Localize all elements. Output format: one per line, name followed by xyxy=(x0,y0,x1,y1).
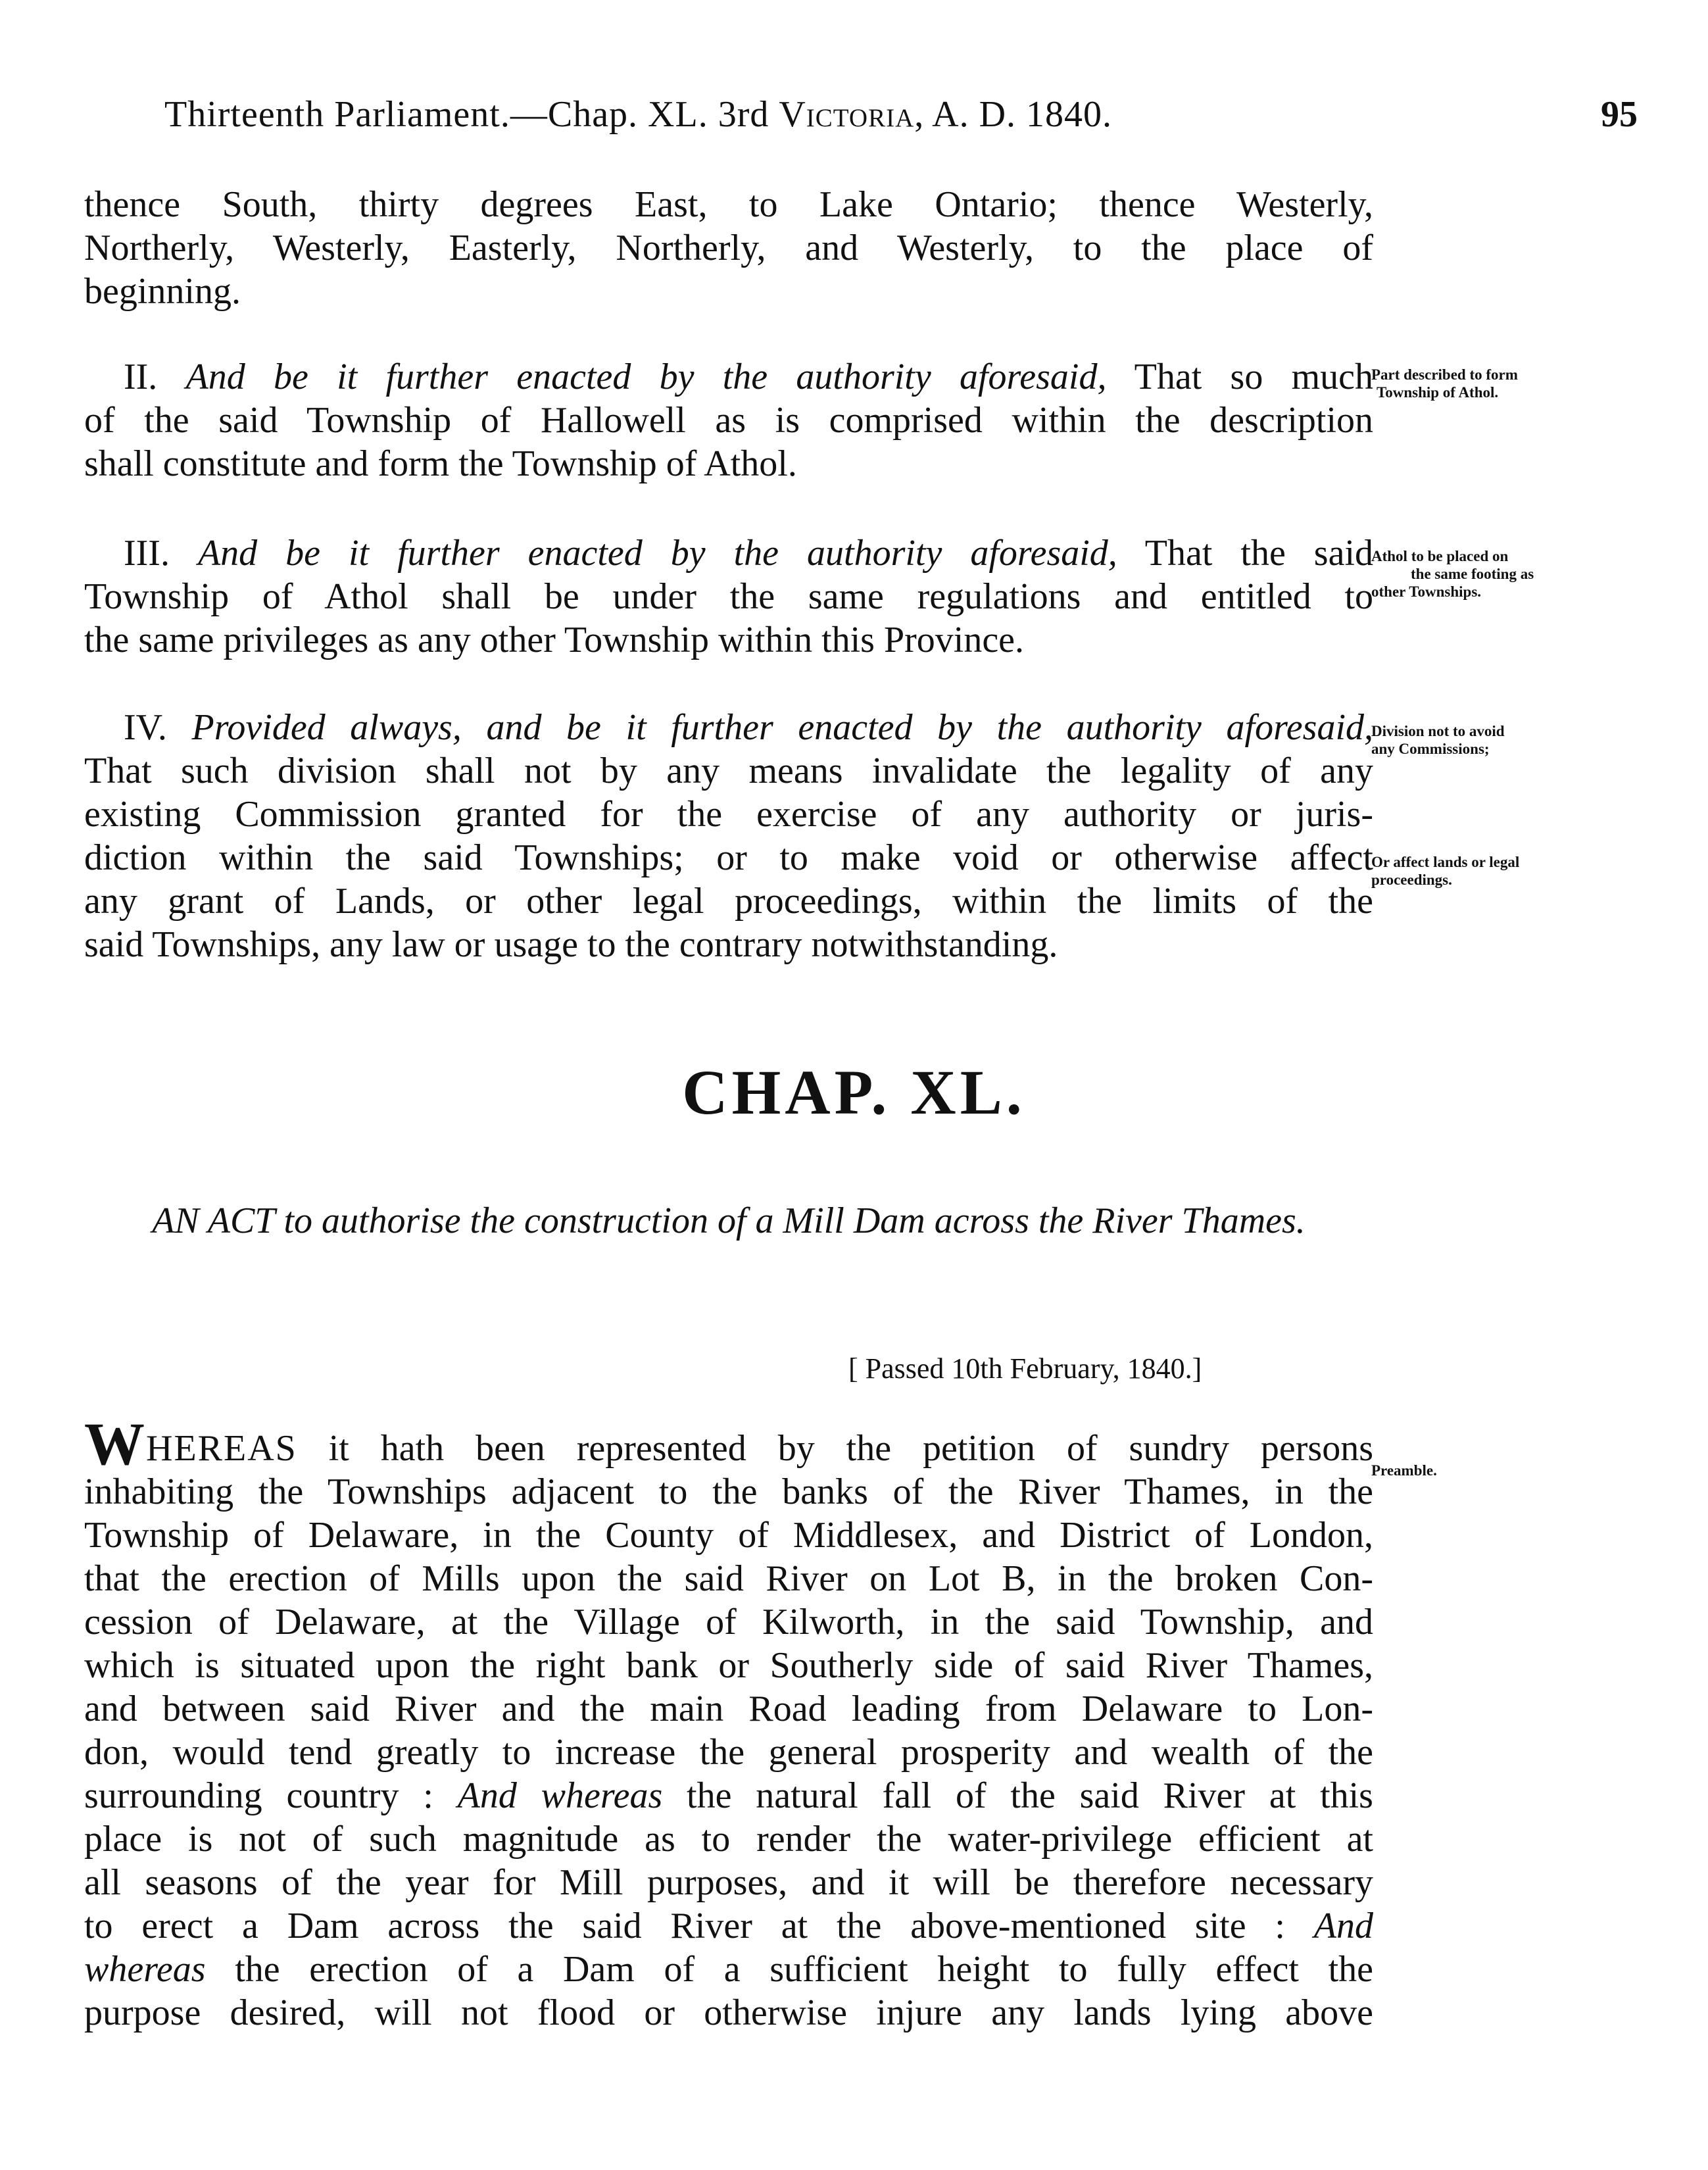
text-line: thence South, thirty degrees East, to Lake Ontario; thence Westerly, xyxy=(84,184,1373,225)
text-line: That such division shall not by any means invalidate the legality of any xyxy=(84,751,1373,791)
text-line: Township of Delaware, in the County of Middlesex, and District of London, xyxy=(84,1515,1373,1556)
text-line: the same privileges as any other Township within this Province. xyxy=(84,620,1025,660)
section-number: IV. xyxy=(124,707,167,748)
text-fragment: That so much xyxy=(1106,357,1374,397)
text-fragment: the natural fall of the said River at this xyxy=(662,1775,1373,1816)
section-iv xyxy=(84,706,1373,966)
header-title-text: Thirteenth Parliament.—Chap. XL. 3rd xyxy=(164,94,779,135)
text-line: any grant of Lands, or other legal proceedings, within the limits of the xyxy=(84,881,1373,922)
section-iii xyxy=(84,531,1373,662)
margin-note-line: any Commissions; xyxy=(1371,741,1490,757)
page-number: 95 xyxy=(1601,94,1638,135)
text-line xyxy=(84,531,1373,575)
margin-note-preamble: Preamble. xyxy=(1371,1462,1437,1479)
text-line: shall constitute and form the Township of Athol. xyxy=(84,443,797,484)
text-line xyxy=(84,706,1373,749)
text-line xyxy=(84,1774,1373,1817)
passed-date: [ Passed 10th February, 1840.] xyxy=(848,1352,1202,1385)
text-line xyxy=(84,1948,1373,1991)
text-fragment-italic: whereas xyxy=(84,1949,206,1990)
drop-cap: W xyxy=(84,1410,145,1477)
preamble-paragraph xyxy=(84,1410,1373,2034)
margin-note-ii xyxy=(1371,366,1634,401)
text-fragment: surrounding country : xyxy=(84,1775,458,1816)
text-fragment: the erection of a Dam of a sufficient height to fully effect the xyxy=(205,1949,1373,1990)
margin-note-line: Or affect lands or legal xyxy=(1371,854,1520,870)
header-title xyxy=(164,93,1112,136)
text-line: Northerly, Westerly, Easterly, Northerly, and Westerly, to the place of xyxy=(84,228,1373,268)
margin-note-line: Township of Athol. xyxy=(1377,384,1499,401)
text-line: Township of Athol shall be under the same regulations and entitled to xyxy=(84,576,1373,617)
text-line: inhabiting the Townships adjacent to the banks of the River Thames, in the xyxy=(84,1471,1373,1512)
margin-note-iv-b xyxy=(1371,853,1634,889)
margin-note-line: the same footing as xyxy=(1411,566,1534,582)
text-fragment: HEREAS xyxy=(146,1428,297,1469)
margin-note-line: Division not to avoid xyxy=(1371,723,1505,739)
chapter-heading: CHAP. XL. xyxy=(682,1057,1026,1127)
section-number: III. xyxy=(124,533,170,574)
text-line: all seasons of the year for Mill purposes, and it will be therefore necessary xyxy=(84,1862,1373,1903)
text-line: which is situated upon the right bank or Southerly side of said River Thames, xyxy=(84,1645,1373,1686)
section-ii xyxy=(84,355,1373,485)
text-fragment: to erect a Dam across the said River at the above-mentioned site : xyxy=(84,1906,1314,1946)
enacting-clause: And be it further enacted by the authority aforesaid, xyxy=(185,357,1107,397)
margin-note-iv-a xyxy=(1371,722,1634,758)
margin-note-iii xyxy=(1371,547,1634,601)
text-line: that the erection of Mills upon the said River on Lot B, in the broken Con- xyxy=(84,1558,1373,1599)
text-line xyxy=(84,1904,1373,1948)
margin-note-line: Part described to form xyxy=(1371,366,1518,383)
text-fragment: That the said xyxy=(1117,533,1374,574)
text-line: of the said Township of Hallowell as is comprised within the description xyxy=(84,400,1373,441)
text-fragment: it hath been represented by the petition of sundry persons xyxy=(297,1428,1373,1469)
running-header xyxy=(164,93,1638,139)
text-line: said Townships, any law or usage to the contrary notwithstanding. xyxy=(84,924,1058,965)
text-fragment-italic: And xyxy=(1313,1906,1373,1946)
text-fragment-italic: And whereas xyxy=(457,1775,663,1816)
margin-note-line: Athol to be placed on xyxy=(1371,548,1509,564)
act-title: AN ACT to authorise the construction of a Mill Dam across the River Thames. xyxy=(152,1200,1305,1241)
section-number: II. xyxy=(124,357,158,397)
text-line: and between said River and the main Road leading from Delaware to Lon- xyxy=(84,1689,1373,1729)
text-line: cession of Delaware, at the Village of Kilworth, in the said Township, and xyxy=(84,1602,1373,1642)
text-line xyxy=(84,1410,1373,1477)
header-title-date: , A. D. 1840. xyxy=(914,94,1113,135)
margin-note-line: other Townships. xyxy=(1371,583,1482,600)
enacting-clause: Provided always, and be it further enacted by the authority aforesaid, xyxy=(191,707,1374,748)
text-line: place is not of such magnitude as to render the water-privilege efficient at xyxy=(84,1819,1373,1860)
text-line xyxy=(84,355,1373,399)
margin-note-line: proceedings. xyxy=(1371,872,1452,888)
header-title-smallcaps: Victoria xyxy=(779,94,915,135)
text-line: beginning. xyxy=(84,271,241,312)
text-line: diction within the said Townships; or to make void or otherwise affect xyxy=(84,837,1373,878)
text-line: existing Commission granted for the exercise of any authority or juris- xyxy=(84,794,1373,835)
text-line: purpose desired, will not flood or otherwise injure any lands lying above xyxy=(84,1992,1373,2033)
text-line: don, would tend greatly to increase the general prosperity and wealth of the xyxy=(84,1732,1373,1773)
continuation-paragraph xyxy=(84,183,1373,313)
enacting-clause: And be it further enacted by the authority aforesaid, xyxy=(197,533,1117,574)
